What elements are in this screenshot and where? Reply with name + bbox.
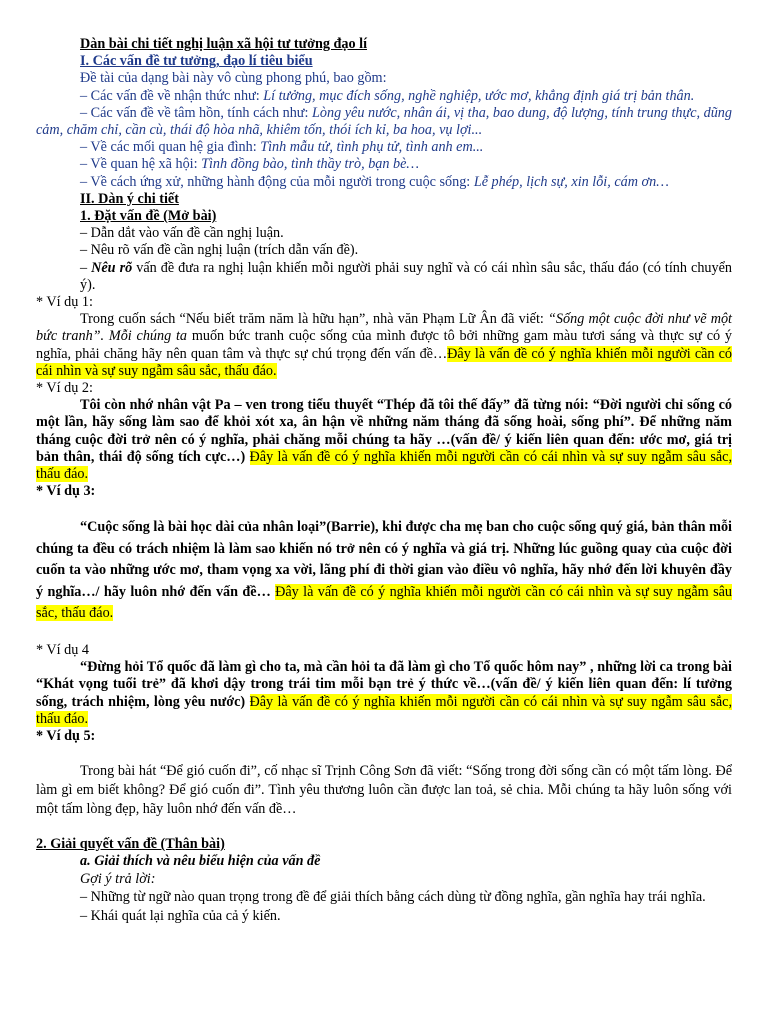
- section-2-heading: II. Dàn ý chi tiết: [80, 190, 179, 207]
- highlighted-text: Đây là vấn đề có ý nghĩa khiến mỗi người cần có cái nhìn và sự suy ngẫm sâu sắc, thấu đáo.: [36, 583, 732, 622]
- item-bold: Nêu rõ: [91, 259, 133, 276]
- part-2a-heading: a. Giải thích và nêu biểu hiện của vấn đề: [80, 853, 321, 870]
- item-rest: vấn đề đưa ra nghị luận khiến mỗi người phải suy nghĩ và có cái nhìn sâu sắc, thấu đáo (có tính chuyển ý).: [80, 259, 732, 293]
- example-1-label: * Ví dụ 1:: [36, 294, 93, 311]
- part-2a-item: – Khái quát lại nghĩa của cả ý kiến.: [80, 907, 281, 924]
- item-emphasis: Lòng yêu nước, nhân ái, vị tha, bao dung, độ lượng, tính trung thực, dũng cảm, chăm chỉ, cần cù, thái độ hòa nhã, khiêm tốn, thói ích kỉ, ba hoa, vụ lợi...: [36, 104, 732, 139]
- part-2a-item: – Những từ ngữ nào quan trọng trong đề để giải thích bằng cách dùng từ đồng nghĩa, gần nghĩa hay trái nghĩa.: [80, 888, 706, 905]
- example-3-text: [36, 517, 732, 625]
- example-5-label: * Ví dụ 5:: [36, 728, 96, 744]
- example-text: “Đừng hỏi Tổ quốc đã làm gì cho ta, mà cần hỏi ta đã làm gì cho Tổ quốc hôm nay” , những lời ca trong bài “Khát vọng tuổi trẻ” đã khơi dậy trong trái tim mỗi bạn trẻ ý thức về…(vấn đề/ ý kiến liên quan đến: lí tưởng sống, trách nhiệm, lòng yêu nước): [36, 659, 732, 710]
- highlighted-text: Đây là vấn đề có ý nghĩa khiến mỗi người cần có cái nhìn và sự suy ngẫm sâu sắc, thấu đáo.: [36, 693, 732, 727]
- example-2-label: * Ví dụ 2:: [36, 380, 93, 397]
- document-title: Dàn bài chi tiết nghị luận xã hội tư tưởng đạo lí: [80, 36, 368, 52]
- example-1-text: [36, 311, 732, 380]
- example-2-text: [36, 397, 732, 483]
- section-1-item: [36, 105, 732, 139]
- item-emphasis: Tình mẫu tử, tình phụ tử, tình anh em...: [260, 139, 484, 156]
- example-3-label: * Ví dụ 3:: [36, 483, 96, 500]
- section-1-item: [36, 88, 732, 105]
- highlighted-text: Đây là vấn đề có ý nghĩa khiến mỗi người cần có cái nhìn và sự suy ngẫm sâu sắc, thấu đáo.: [36, 448, 732, 483]
- item-lead: – Về cách ứng xử, những hành động của mỗi người trong cuộc sống:: [80, 173, 474, 190]
- part-1-item: [36, 260, 732, 294]
- example-5-text: Trong bài hát “Để gió cuốn đi”, cố nhạc sĩ Trịnh Công Sơn đã viết: “Sống trong đời sống cần có một tấm lòng. Để làm gì em biết không? Để gió cuốn đi”. Tình yêu thương luôn cần được lan toả, sẻ chia. Mỗi chúng ta hãy luôn sống với một tấm lòng đẹp, hãy luôn nhớ đến vấn đề…: [36, 763, 732, 818]
- item-emphasis: Tình đồng bào, tình thầy trò, bạn bè…: [201, 156, 420, 173]
- section-1-item: [36, 139, 732, 156]
- document-page: [36, 36, 732, 926]
- item-lead: – Về quan hệ xã hội:: [80, 156, 202, 173]
- section-1-intro: Đề tài của dạng bài này vô cùng phong phú, bao gồm:: [80, 70, 387, 87]
- section-1-item: [36, 174, 732, 191]
- item-emphasis: Lí tưởng, mục đích sống, nghề nghiệp, ước mơ, khẳng định giá trị bản thân.: [263, 87, 695, 104]
- item-lead: – Các vấn đề về tâm hồn, tính cách như:: [80, 104, 312, 121]
- example-quote: “Sống một cuộc đời như vẽ một bức tranh”. Mỗi chúng ta: [36, 311, 732, 345]
- example-4-text: [36, 659, 732, 728]
- section-1-heading: I. Các vấn đề tư tưởng, đạo lí tiêu biểu: [80, 53, 313, 70]
- item-lead: – Các vấn đề về nhận thức như:: [80, 87, 264, 104]
- part-2a-hint: Gợi ý trả lời:: [80, 870, 156, 887]
- item-dash: –: [80, 259, 92, 276]
- part-2-heading: 2. Giải quyết vấn đề (Thân bài): [36, 836, 225, 853]
- example-text: Tôi còn nhớ nhân vật Pa – ven trong tiểu thuyết “Thép đã tôi thế đấy” đã từng nói: “Đời người chỉ sống có một lần, hãy sống làm sao để khỏi xót xa, ân hận về những năm tháng đã sống hoài, sống phí”. Để những năm tháng cuộc đời trở nên có ý nghĩa, phải chăng mỗi chúng ta hãy …(vấn đề/ ý kiến liên quan đến: ước mơ, giá trị bản thân, thái độ sống tích cực…): [36, 397, 732, 465]
- highlighted-text: Đây là vấn đề có ý nghĩa khiến mỗi người cần có cái nhìn và sự suy ngẫm sâu sắc, thấu đáo.: [36, 345, 732, 379]
- example-text: “Cuộc sống là bài học dài của nhân loại”(Barrie), khi được cha mẹ ban cho cuộc sống quý giá, bản thân mỗi chúng ta đều có trách nhiệm là làm sao khiến nó trở nên có ý nghĩa và giá trị. Những lúc guồng quay của cuộc đời cuốn ta vào những ước mơ, tham vọng xa vời, lãng phí đi thời gian vào điều vô nghĩa, hãy nhớ đến lời khuyên đầy ý nghĩa…/ hãy luôn nhớ đến vấn đề…: [36, 519, 732, 600]
- example-text: Trong cuốn sách “Nếu biết trăm năm là hữu hạn”, nhà văn Phạm Lữ Ân đã viết:: [80, 311, 549, 328]
- item-lead: – Về các mối quan hệ gia đình:: [80, 139, 261, 156]
- part-1-item: – Dẫn dắt vào vấn đề cần nghị luận.: [80, 225, 284, 242]
- part-1-heading: 1. Đặt vấn đề (Mở bài): [80, 208, 217, 225]
- example-4-label: * Ví dụ 4: [36, 641, 89, 658]
- item-emphasis: Lễ phép, lịch sự, xin lỗi, cám ơn…: [473, 173, 669, 190]
- section-1-item: [36, 156, 732, 173]
- example-text: muốn bức tranh cuộc sống của mình được tô bởi những gam màu tươi sáng và thực sự có ý nghĩa, phải chăng hãy nên quan tâm và thực sự chú trọng đến vấn đề…: [36, 328, 733, 362]
- part-1-item: – Nêu rõ vấn đề cần nghị luận (trích dẫn vấn đề).: [80, 242, 359, 259]
